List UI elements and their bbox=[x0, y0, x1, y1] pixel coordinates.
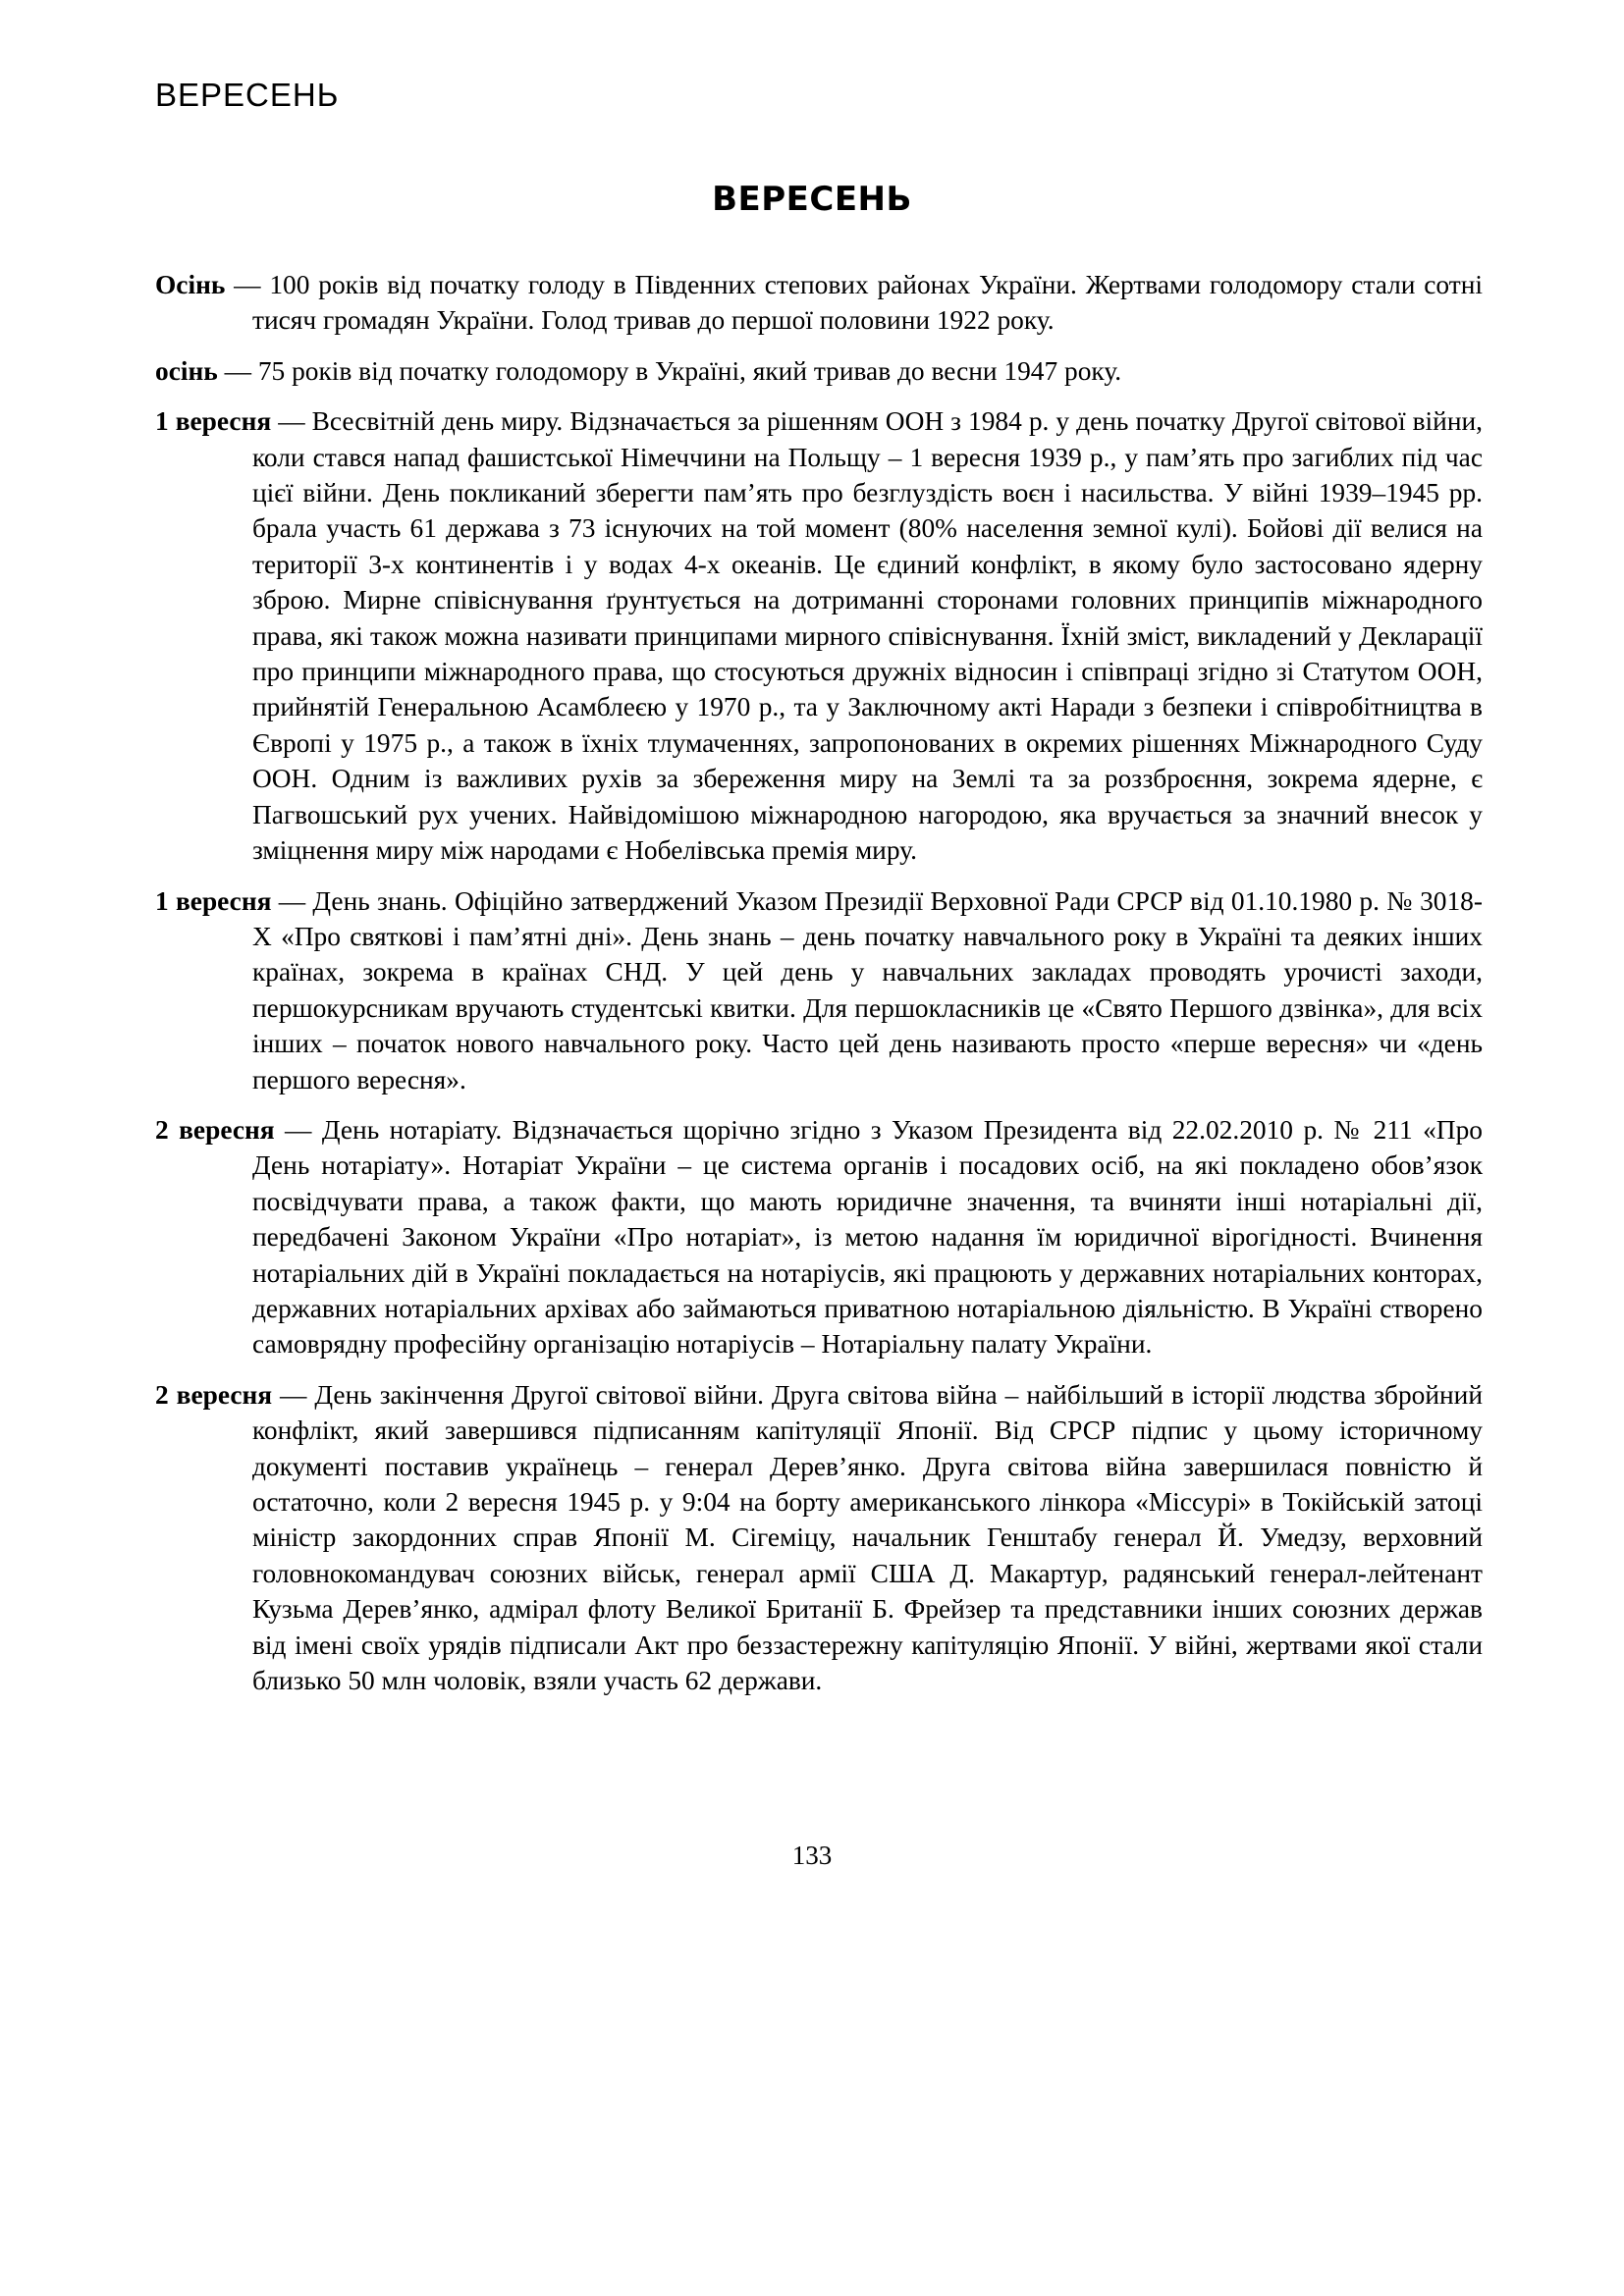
page-number: 133 bbox=[791, 1841, 833, 1870]
entry-term: Осінь bbox=[155, 270, 226, 299]
entry-text: День нотаріату. Відзначається щорічно згідно з Указом Президента від 22.02.2010 р. № 211 «Про День нотаріату». Нотаріат України – це система органів і посадових осіб, на які покладено обов’язок посвідчувати права, а також факти, що мають юридичне значення, та вчиняти інші нотаріальні дії, передбачені Законом України «Про нотаріат», із метою надання їм юридичної вірогідності. Вчинення нотаріальних дій в Україні покладається на нотаріусів, які працюють у державних нотаріальних конторах, державних нотаріальних архівах або займаються приватною нотаріальною діяльністю. В Україні створено самоврядну професійну організацію нотаріусів – Нотаріальну палату України. bbox=[252, 1114, 1483, 1360]
entry bbox=[155, 353, 1483, 389]
entry-dash: — bbox=[272, 1379, 315, 1410]
entry bbox=[155, 1112, 1483, 1362]
entry-dash: — bbox=[271, 885, 313, 916]
entry-term: 1 вересня bbox=[155, 406, 272, 437]
entry-term: осінь bbox=[155, 355, 218, 386]
entry-text: 75 років від початку голодомору в Україні, який тривав до весни 1947 року. bbox=[257, 355, 1122, 386]
entry-dash: — bbox=[225, 270, 270, 299]
entry-dash: — bbox=[274, 1114, 322, 1145]
entry-term: 2 вересня bbox=[155, 1114, 275, 1145]
entry-text: 100 років від початку голоду в Південних степових районах України. Жертвами голодомору стали сотні тисяч громадян України. Голод тривав до першої половини 1922 року. bbox=[252, 270, 1483, 336]
entry-text: День знань. Офіційно затверджений Указом Президії Верховної Ради СРСР від 01.10.1980 р. № 3018-X «Про святкові і пам’ятні дні». День знань – день початку навчального року в Україні та деяких інших країнах, зокрема в країнах СНД. У цей день у навчальних закладах проводять урочисті заходи, першокурсникам вручають студентські квитки. Для першокласників це «Свято Першого дзвінка», для всіх інших – початок нового навчального року. Часто цей день називають просто «перше вересня» чи «день першого вересня». bbox=[252, 885, 1483, 1095]
entry-term: 2 вересня bbox=[155, 1379, 273, 1410]
entry-text: День закінчення Другої світової війни. Друга світова війна – найбільший в історії людства збройний конфлікт, який завершився підписанням капітуляції Японії. Від СРСР підпис у цьому історичному документі поставив українець – генерал Дерев’янко. Друга світова війна завершилася повністю й остаточно, коли 2 вересня 1945 р. у 9:04 на борту американського лінкора «Міссурі» в Токійській затоці міністр закордонних справ Японії М. Сігеміцу, начальник Генштабу генерал Й. Умедзу, верховний головнокомандувач союзних військ, генерал армії США Д. Макартур, радянський генерал-лейтенант Кузьма Дерев’янко, адмірал флоту Великої Британії Б. Фрейзер та представники інших союзних держав від імені своїх урядів підписали Акт про беззастережну капітуляцію Японії. У війні, жертвами якої стали близько 50 млн чоловік, взяли участь 62 держави. bbox=[252, 1379, 1483, 1696]
running-header: ВЕРЕСЕНЬ bbox=[155, 77, 340, 113]
entry bbox=[155, 403, 1483, 868]
entry-dash: — bbox=[271, 406, 312, 437]
page-title: ВЕРЕСЕНЬ bbox=[712, 179, 912, 219]
entry bbox=[155, 1377, 1483, 1699]
entry bbox=[155, 267, 1483, 339]
entry-term: 1 вересня bbox=[155, 885, 272, 916]
entry-dash: — bbox=[217, 355, 258, 386]
entries-list bbox=[155, 267, 1483, 1713]
entry bbox=[155, 883, 1483, 1097]
entry-text: Всесвітній день миру. Відзначається за рішенням ООН з 1984 р. у день початку Другої світової війни, коли стався напад фашистської Німеччини на Польщу – 1 вересня 1939 р., у пам’ять про загиблих під час цієї війни. День покликаний зберегти пам’ять про безглуздість воєн і насильства. У війні 1939–1945 рр. брала участь 61 держава з 73 існуючих на той момент (80% населення земної кулі). Бойові дії велися на території 3-х континентів і у водах 4-х океанів. Це єдиний конфлікт, в якому було застосовано ядерну зброю. Мирне співіснування ґрунтується на дотриманні сторонами головних принципів міжнародного права, які також можна називати принципами мирного співіснування. Їхній зміст, викладений у Декларації про принципи міжнародного права, що стосуються дружніх відносин і співпраці згідно зі Статутом ООН, прийнятій Генеральною Асамблеєю у 1970 р., та у Заключному акті Наради з безпеки і співробітництва в Європі у 1975 р., а також в їхніх тлумаченнях, запропонованих в окремих рішеннях Міжнародного Суду ООН. Одним із важливих рухів за збереження миру на Землі та за роззброєння, зокрема ядерне, є Пагвошський рух учених. Найвідомішою міжнародною нагородою, яка вручається за значний внесок у зміцнення миру між народами є Нобелівська премія миру. bbox=[252, 406, 1483, 866]
